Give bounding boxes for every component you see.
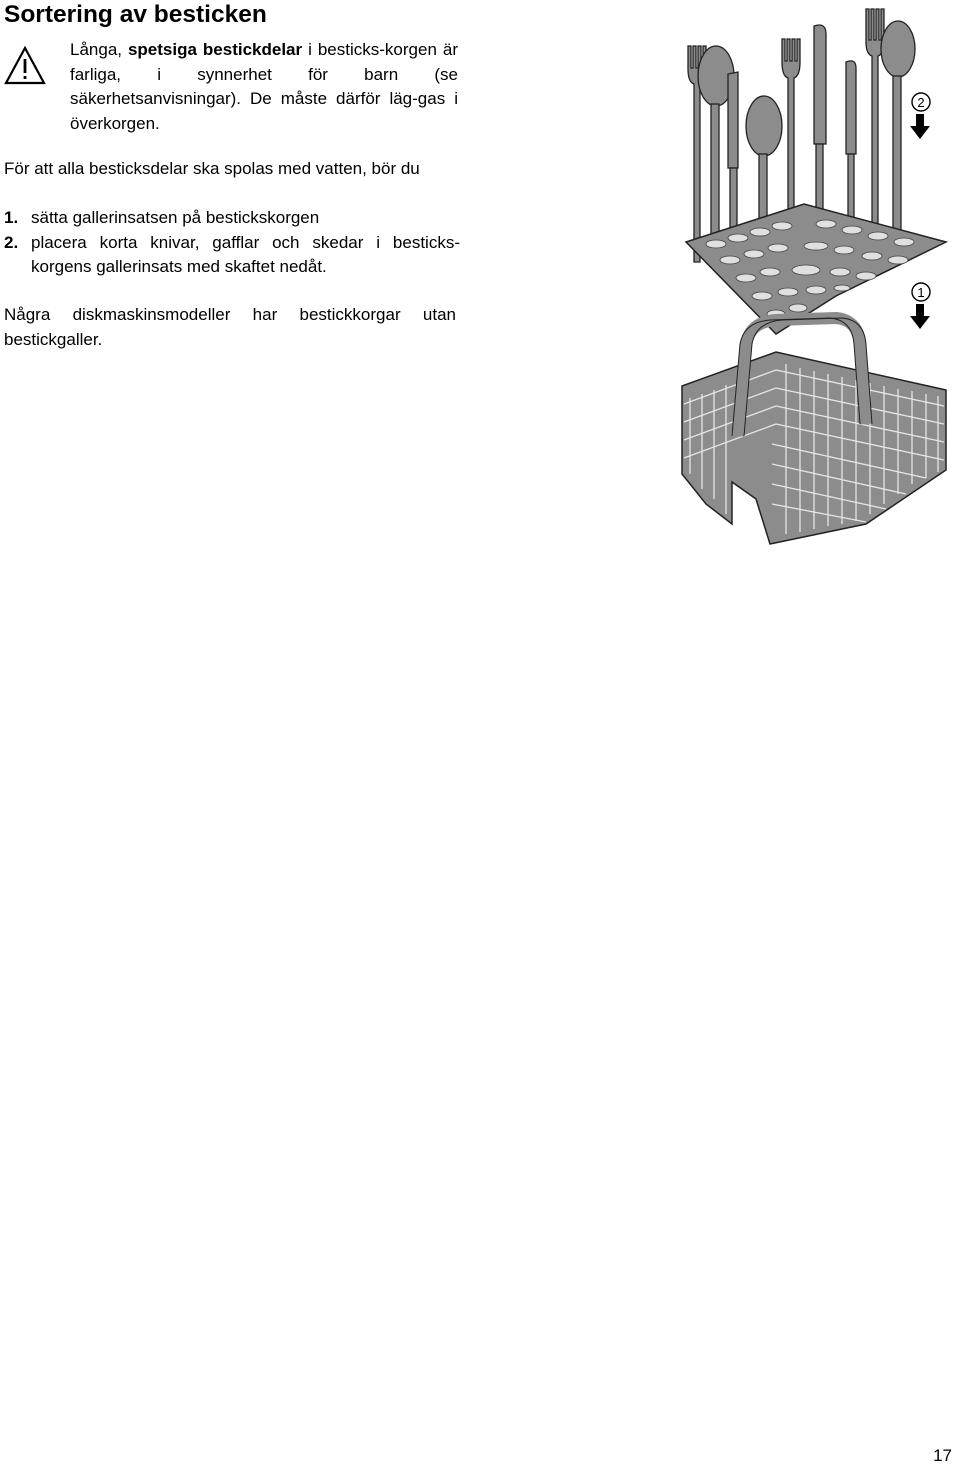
step-text: sätta gallerinsatsen på bestickskorgen [31, 208, 320, 227]
warning-emphasis: spetsiga bestickdelar [127, 40, 303, 59]
list-item [4, 231, 460, 280]
note-paragraph: Några diskmaskinsmodeller har bestickkorgar utan bestickgaller. [4, 305, 456, 349]
steps-list [4, 206, 460, 280]
list-item [4, 206, 460, 231]
step2-label: 2 [917, 95, 925, 110]
step-number: 2. [4, 232, 19, 252]
step-text: placera korta knivar, gafflar och skedar i besticks-korgens gallerinsats med skaftet nedåt. [31, 232, 460, 276]
warning-triangle-icon [4, 46, 46, 86]
page-title: Sortering av besticken [4, 1, 267, 28]
cutlery-basket [682, 318, 946, 544]
step2-marker [910, 93, 930, 139]
warning-text: Långa, spetsiga bestickdelar i besticks-korgen är farliga, i synnerhet för barn (se säkerhetsanvisningar). De måste därför läg-gas i överkorgen. [70, 40, 458, 133]
step-number: 1. [4, 208, 19, 227]
intro-paragraph: För att alla besticksdelar ska spolas med vatten, bör du [4, 159, 420, 178]
page-number: 17 [933, 1446, 952, 1465]
cutlery-basket-illustration [676, 4, 960, 564]
step1-marker [910, 283, 930, 329]
step1-label: 1 [917, 285, 925, 300]
